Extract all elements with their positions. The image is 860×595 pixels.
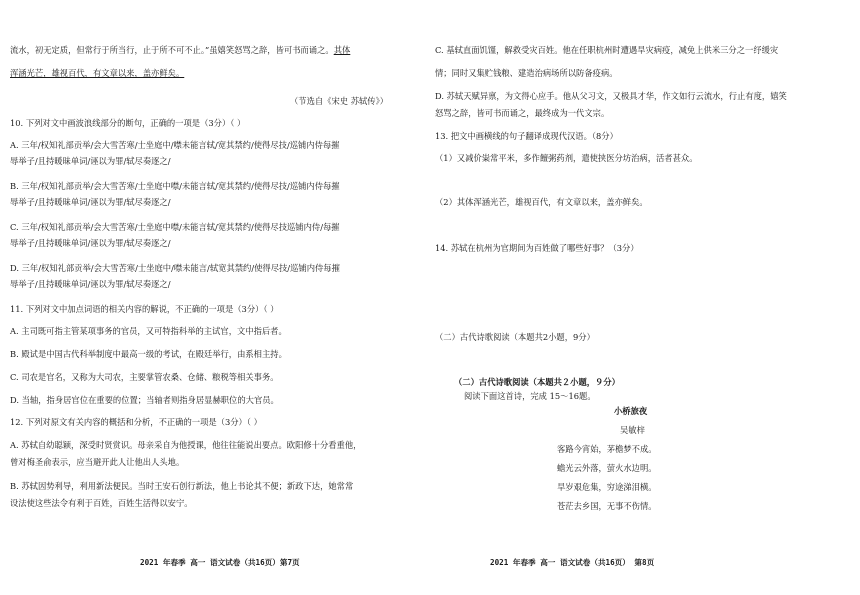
question-11-stem: 11. 下列对文中加点词语的相关内容的解说，不正确的一项是（3分）（ ） (10, 304, 279, 314)
q11-option-a: A. 主司既可指主管某项事务的官员，又可特指科举的主试官，文中指后者。 (10, 326, 287, 336)
q11-option-b: B. 殿试是中国古代科举制度中最高一级的考试，在殿廷举行，由系相主持。 (10, 349, 287, 359)
poem-line: 旱岁艰危集，穷途涕泪横。 (557, 482, 657, 492)
q10-option-d: D. 三年/权知礼部贡举/会大雪苦寒/士坐庭中/噤未能言/轼宽其禁约/使得尽技/巡铺内侍每摧 (10, 263, 340, 273)
poem-line: 蟾光云外落，萤火水边明。 (557, 463, 657, 473)
q10-option-b-cont: 辱举子/且持暖昧单词/诬以为罪/轼尽奏逐之/ (10, 197, 171, 207)
q10-option-b: B. 三年/权知礼部贡举/会大雪苦寒/士坐庭中噤/未能言轼/宽其禁约/使得尽技/巡铺内侍每摧 (10, 181, 340, 191)
q13-item-2: （2）其体浑涵光芒，雄视百代，有文章以来，盖亦鲜矣。 (435, 197, 648, 207)
passage-line: 流水，初无定质，但常行于所当行，止于所不可不止。”虽嬉笑怒骂之辞，皆可书而诵之。其体 (10, 45, 351, 55)
q10-option-a: A. 三年/权知礼部贡举/会大雪苦寒/士坐庭中/噤未能言轼/宽其禁约/使得尽技/巡铺内侍每摧 (10, 140, 340, 150)
q12-option-a: A. 苏轼自幼聪颖，深受时贤赏识。母亲采自为他授课，他往往能说出要点。欧阳修十分看重他， (10, 440, 362, 450)
page-footer: 2021 年春季 高一 语文试卷（共16页） 第8页 (490, 558, 655, 567)
q13-item-1: （1）又减价粜常平米，多作饘粥药剂，遣使挟医分坊治病，活者甚众。 (435, 153, 698, 163)
poem-line: 客路今宵始，茅檐梦不成。 (557, 444, 657, 454)
passage-line-underlined: 浑涵光芒，雄视百代，有文章以来，盖亦鲜矣。 (10, 68, 185, 78)
q10-option-a-cont: 辱举子/且持暖昧单词/诬以为罪/轼尽奏逐之/ (10, 156, 171, 166)
q10-option-c-cont: 辱举子/且持暖昧单词/诬以为罪/轼尽奏逐之/ (10, 238, 171, 248)
q12-option-d: D. 苏轼天赋异禀，为文得心应手。他从父习文，又极具才华，作文如行云流水，行止有度，嬉笑 (435, 91, 787, 101)
question-14-stem: 14. 苏轼在杭州为官期间为百姓做了哪些好事？（3分） (435, 243, 639, 253)
q12-option-a-cont: 曾对梅圣俞表示，应当避开此人让他出人头地。 (10, 457, 185, 467)
right-page (430, 0, 860, 595)
source-citation: （节选自《宋史 苏轼传》） (290, 96, 389, 106)
question-13-stem: 13. 把文中画横线的句子翻译成现代汉语。（8分） (435, 131, 618, 141)
question-10-stem: 10. 下列对文中画波浪线部分的断句，正确的一项是（3分）（ ） (10, 118, 246, 128)
q10-option-d-cont: 辱举子/且持暖昧单词/诬以为罪/轼尽奏逐之/ (10, 279, 171, 289)
section-heading-bold: （二）古代诗歌阅读（本题共２小题，９分） (454, 377, 620, 387)
q11-option-d: D. 当轴，指身居官位在重要的位置；当轴者则指身居显赫职位的大官员。 (10, 395, 279, 405)
question-12-stem: 12. 下列对原文有关内容的概括和分析，不正确的一项是（3分）（ ） (10, 417, 262, 427)
section-heading: （二）古代诗歌阅读（本题共2小题，9分） (435, 332, 595, 342)
q12-option-c: C. 基轼直面饥馑，解救受灾百姓。他在任职杭州时遭遇旱灾病疫，减免上供米三分之一纾缓灾 (435, 45, 779, 55)
q12-option-b-cont: 设法使这些法令有利于百姓，百姓生活得以安宁。 (10, 498, 193, 508)
page-footer: 2021 年春季 高一 语文试卷（共16页）第7页 (140, 558, 300, 567)
underlined-text: 其体 (333, 45, 351, 55)
q12-option-c-cont: 情；同时又集贮钱粮、建造治病场所以防备疫病。 (435, 68, 618, 78)
q12-option-b: B. 苏轼因势利导，利用新法便民。当时王安石创行新法，他上书论其不便；新政下达，她常常 (10, 481, 354, 491)
poem-line: 苍茫去乡国，无事不伤情。 (557, 501, 657, 511)
poem-instruction: 阅读下面这首诗，完成 15～16题。 (464, 391, 596, 401)
q11-option-c: C. 司农是官名，又称为大司农，主要掌管农桑、仓储、粮税等相关事务。 (10, 372, 279, 382)
poem-author: 吴敏梓 (620, 425, 645, 435)
q12-option-d-cont: 怒骂之辞，皆可书而诵之，最终成为一代文宗。 (435, 108, 610, 118)
q10-option-c: C. 三年/权知礼部贡举/会大雪苦寒/士坐庭中噤/未能言轼/宽其禁约/使得尽技巡铺内侍/每摧 (10, 222, 340, 232)
poem-title: 小桥旅夜 (614, 406, 648, 416)
